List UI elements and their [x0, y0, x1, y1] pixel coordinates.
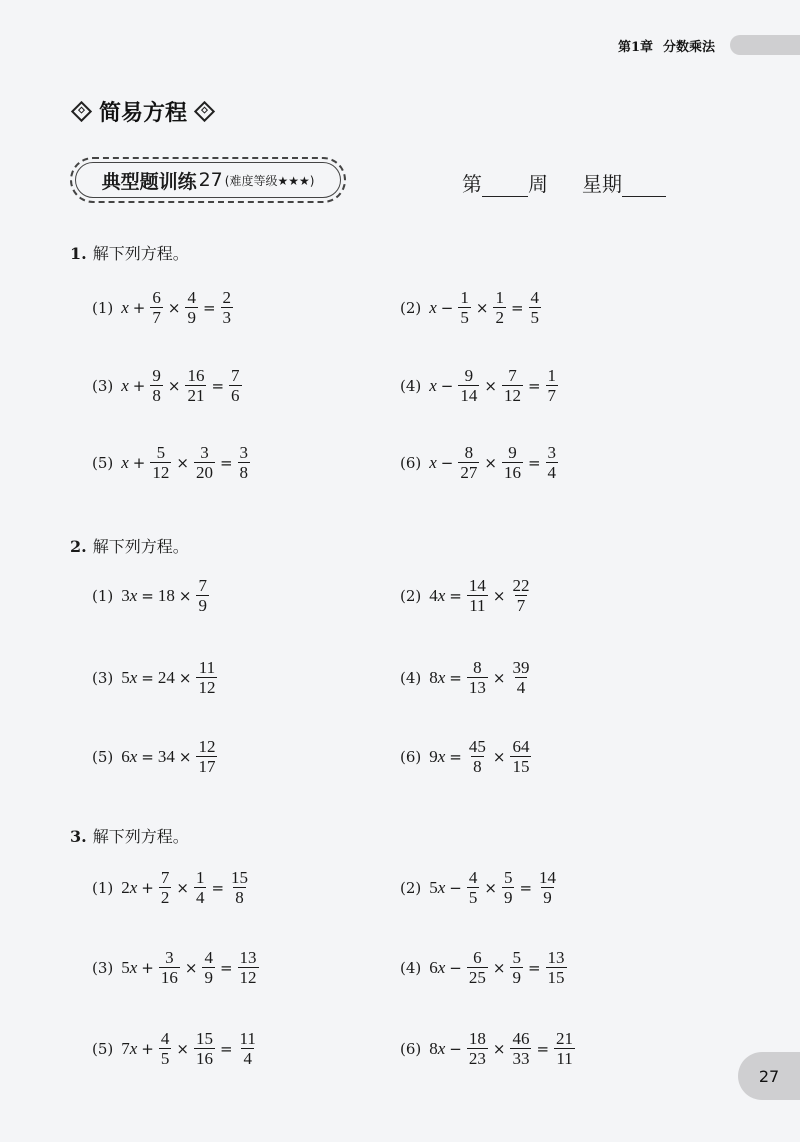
equation: [400, 288, 542, 327]
fraction-numerator: 15: [195, 1029, 213, 1048]
fraction: [159, 868, 172, 907]
fraction: [196, 658, 217, 697]
fraction: [194, 443, 215, 482]
fraction-denominator: 20: [195, 463, 213, 482]
fraction-denominator: 7: [152, 308, 161, 327]
coefficient: 6: [429, 957, 438, 977]
fraction-numerator: 7: [198, 576, 207, 595]
variable-x: x: [437, 1038, 446, 1058]
weekday-blank[interactable]: [622, 174, 666, 197]
fraction: [150, 288, 163, 327]
minus-sign: −: [440, 376, 454, 395]
variable-x: x: [437, 667, 446, 687]
coefficient: 4: [429, 585, 438, 605]
week-fill-in: [462, 168, 666, 197]
fraction-denominator: 12: [239, 968, 257, 987]
fraction-numerator: 4: [160, 1029, 170, 1048]
fraction-denominator: 12: [152, 463, 170, 482]
chapter-label: 第1章: [618, 39, 654, 55]
equation: [400, 576, 532, 615]
equals-sign: =: [527, 376, 541, 395]
fraction-numerator: 1: [460, 288, 469, 307]
whole-number: 24: [157, 667, 175, 687]
fraction: [221, 288, 234, 327]
fraction-denominator: 11: [556, 1049, 573, 1068]
minus-sign: −: [449, 958, 462, 977]
training-label: 典型题训练: [101, 170, 197, 193]
fraction-numerator: 46: [512, 1029, 530, 1048]
equals-sign: =: [141, 668, 154, 687]
plus-sign: +: [132, 453, 146, 472]
equals-sign: =: [527, 958, 541, 977]
fraction-denominator: 7: [516, 596, 526, 615]
minus-sign: −: [449, 1039, 462, 1058]
equals-sign: =: [527, 453, 541, 472]
variable-x: x: [121, 452, 129, 472]
fraction: [458, 443, 479, 482]
fraction: [196, 737, 217, 776]
fraction-denominator: 14: [460, 386, 478, 405]
fraction: [546, 948, 567, 987]
equation: [400, 658, 532, 697]
equation-label: (5): [92, 1039, 114, 1058]
equals-sign: =: [449, 586, 462, 605]
equation: [400, 1029, 576, 1068]
fraction: [546, 443, 559, 482]
variable-x: x: [437, 585, 446, 605]
fraction: [467, 868, 480, 907]
coefficient: 8: [429, 1038, 438, 1058]
fraction-denominator: 16: [160, 968, 178, 987]
fraction-denominator: 5: [468, 888, 478, 907]
fraction-numerator: 4: [530, 288, 540, 307]
difficulty-label: (难度等级★★★): [224, 173, 315, 188]
fraction-numerator: 5: [156, 443, 166, 462]
fraction-numerator: 7: [160, 868, 170, 887]
fraction-numerator: 8: [464, 443, 474, 462]
equation-label: (4): [400, 668, 422, 687]
equals-sign: =: [141, 586, 154, 605]
times-sign: ×: [492, 586, 506, 605]
equation: [400, 443, 559, 482]
fraction-denominator: 9: [503, 888, 513, 907]
variable-x: x: [429, 297, 437, 317]
fraction: [229, 366, 242, 405]
fraction-numerator: 16: [187, 366, 205, 385]
week-number-blank[interactable]: [482, 174, 528, 197]
fraction: [510, 658, 531, 697]
question-heading: [70, 241, 189, 264]
fraction-denominator: 33: [512, 1049, 530, 1068]
fraction-numerator: 13: [239, 948, 257, 967]
equation: [92, 443, 251, 482]
diamond-icon: [71, 101, 92, 122]
fraction: [467, 737, 488, 776]
fraction-numerator: 9: [152, 366, 161, 385]
equals-sign: =: [211, 376, 225, 395]
fraction: [510, 1029, 531, 1068]
fraction-denominator: 5: [160, 1049, 170, 1068]
fraction: [493, 288, 506, 327]
times-sign: ×: [178, 586, 192, 605]
variable-x: x: [129, 585, 138, 605]
plus-sign: +: [141, 958, 154, 977]
times-sign: ×: [176, 453, 189, 472]
variable-x: x: [129, 746, 138, 766]
question-instruction: 解下列方程。: [92, 244, 189, 263]
equation-label: (3): [92, 958, 114, 977]
fraction: [185, 366, 206, 405]
equation: [92, 1029, 259, 1068]
question-instruction: 解下列方程。: [92, 537, 189, 556]
coefficient: 5: [121, 957, 130, 977]
week-suffix: 周: [528, 172, 548, 196]
question-heading: [70, 534, 189, 557]
variable-x: x: [429, 375, 437, 395]
fraction-numerator: 3: [547, 443, 557, 462]
equals-sign: =: [449, 668, 462, 687]
fraction-denominator: 4: [516, 678, 526, 697]
fraction: [196, 576, 209, 615]
times-sign: ×: [492, 747, 506, 766]
fraction-numerator: 4: [187, 288, 196, 307]
fraction-denominator: 27: [460, 463, 478, 482]
fraction-denominator: 13: [468, 678, 486, 697]
fraction-denominator: 12: [198, 678, 216, 697]
equals-sign: =: [202, 298, 216, 317]
equation: [92, 868, 251, 907]
question-number: 2.: [70, 537, 87, 556]
fraction-denominator: 5: [530, 308, 540, 327]
fraction-denominator: 16: [503, 463, 521, 482]
fraction-denominator: 9: [198, 596, 207, 615]
variable-x: x: [121, 297, 129, 317]
fraction-numerator: 4: [468, 868, 478, 887]
fraction-denominator: 8: [473, 757, 482, 776]
fraction-numerator: 4: [204, 948, 213, 967]
fraction-denominator: 11: [469, 596, 486, 615]
fraction-denominator: 4: [195, 888, 205, 907]
fraction-numerator: 11: [239, 1029, 256, 1048]
fraction-denominator: 9: [512, 968, 521, 987]
variable-x: x: [129, 877, 138, 897]
coefficient: 5: [121, 667, 130, 687]
variable-x: x: [129, 667, 138, 687]
variable-x: x: [437, 746, 446, 766]
times-sign: ×: [167, 298, 181, 317]
fraction: [502, 366, 523, 405]
fraction-denominator: 23: [468, 1049, 486, 1068]
fraction-denominator: 2: [495, 308, 504, 327]
fraction-numerator: 3: [200, 443, 209, 462]
page-number-text: 27: [758, 1066, 780, 1086]
fraction: [194, 868, 207, 907]
fraction: [529, 288, 542, 327]
equation-label: (6): [400, 1039, 422, 1058]
fraction: [185, 288, 198, 327]
chapter-header: [618, 36, 715, 55]
equals-sign: =: [519, 878, 533, 897]
equation-label: (6): [400, 453, 422, 472]
times-sign: ×: [492, 668, 506, 687]
times-sign: ×: [492, 958, 506, 977]
fraction: [194, 1029, 215, 1068]
coefficient: 3: [121, 585, 130, 605]
equation: [92, 737, 218, 776]
whole-number: 18: [157, 585, 175, 605]
fraction-denominator: 6: [231, 386, 240, 405]
fraction-numerator: 1: [195, 868, 205, 887]
equation-label: (2): [400, 878, 422, 897]
fraction-numerator: 39: [512, 658, 530, 677]
equation-label: (1): [92, 586, 114, 605]
equals-sign: =: [510, 298, 524, 317]
equation-label: (5): [92, 453, 114, 472]
fraction-numerator: 14: [468, 576, 486, 595]
fraction-numerator: 22: [512, 576, 530, 595]
fraction-numerator: 9: [508, 443, 517, 462]
times-sign: ×: [475, 298, 489, 317]
fraction-denominator: 9: [543, 888, 552, 907]
minus-sign: −: [440, 453, 454, 472]
fraction: [502, 868, 515, 907]
question-number: 3.: [70, 827, 87, 846]
fraction-denominator: 9: [204, 968, 213, 987]
header-tab-decoration: [730, 35, 800, 55]
fraction: [537, 868, 558, 907]
times-sign: ×: [176, 878, 189, 897]
fraction-denominator: 8: [152, 386, 161, 405]
fraction-numerator: 64: [512, 737, 530, 756]
times-sign: ×: [492, 1039, 506, 1058]
fraction-numerator: 15: [231, 868, 249, 887]
section-title: [70, 96, 216, 127]
page-number: [738, 1052, 800, 1100]
question-instruction: 解下列方程。: [92, 827, 189, 846]
times-sign: ×: [167, 376, 181, 395]
equation-label: (4): [400, 958, 422, 977]
plus-sign: +: [141, 878, 154, 897]
diamond-icon: [194, 101, 215, 122]
fraction-denominator: 8: [239, 463, 249, 482]
times-sign: ×: [184, 958, 198, 977]
fraction: [510, 576, 531, 615]
equals-sign: =: [219, 453, 233, 472]
equation-label: (2): [400, 586, 422, 605]
equation: [400, 366, 559, 405]
topic-label: 分数乘法: [663, 39, 716, 55]
fraction: [554, 1029, 575, 1068]
fraction-numerator: 1: [495, 288, 504, 307]
fraction-numerator: 6: [152, 288, 161, 307]
coefficient: 7: [121, 1038, 130, 1058]
fraction-numerator: 14: [539, 868, 557, 887]
fraction: [229, 868, 250, 907]
equals-sign: =: [449, 747, 462, 766]
fraction-numerator: 5: [503, 868, 513, 887]
equation-label: (6): [400, 747, 422, 766]
equals-sign: =: [536, 1039, 550, 1058]
fraction-numerator: 3: [239, 443, 249, 462]
fraction: [458, 288, 471, 327]
fraction: [510, 737, 531, 776]
times-sign: ×: [484, 376, 497, 395]
training-number: 27: [198, 169, 223, 191]
equation-label: (3): [92, 376, 114, 395]
fraction-denominator: 17: [198, 757, 216, 776]
fraction-denominator: 12: [503, 386, 521, 405]
section-title-text: 简易方程: [99, 101, 188, 126]
fraction-denominator: 15: [547, 968, 565, 987]
equation: [92, 288, 234, 327]
question-heading: [70, 824, 189, 847]
equation: [92, 576, 210, 615]
question-number: 1.: [70, 244, 87, 263]
fraction-numerator: 6: [473, 948, 482, 967]
fraction-numerator: 2: [222, 288, 232, 307]
week-prefix: 第: [462, 172, 482, 196]
equation: [92, 366, 243, 405]
fraction: [510, 948, 523, 987]
fraction-denominator: 4: [243, 1049, 252, 1068]
fraction: [159, 948, 180, 987]
equation: [400, 948, 568, 987]
fraction-denominator: 9: [187, 308, 196, 327]
fraction-numerator: 7: [508, 366, 517, 385]
equation: [400, 868, 559, 907]
times-sign: ×: [178, 668, 192, 687]
variable-x: x: [121, 375, 129, 395]
fraction-numerator: 9: [464, 366, 474, 385]
coefficient: 2: [121, 877, 130, 897]
fraction-denominator: 16: [195, 1049, 213, 1068]
fraction-denominator: 2: [160, 888, 170, 907]
page-header: [618, 32, 800, 58]
variable-x: x: [129, 957, 138, 977]
fraction: [150, 443, 171, 482]
fraction-denominator: 25: [468, 968, 486, 987]
fraction: [150, 366, 163, 405]
equals-sign: =: [219, 1039, 233, 1058]
coefficient: 8: [429, 667, 438, 687]
fraction-numerator: 5: [512, 948, 521, 967]
training-label-box: [70, 157, 346, 203]
plus-sign: +: [132, 376, 146, 395]
weekday-label: 星期: [582, 172, 622, 196]
times-sign: ×: [484, 453, 497, 472]
fraction-numerator: 18: [468, 1029, 486, 1048]
plus-sign: +: [132, 298, 146, 317]
fraction-numerator: 7: [231, 366, 240, 385]
times-sign: ×: [178, 747, 192, 766]
variable-x: x: [437, 957, 446, 977]
equation-label: (1): [92, 878, 114, 897]
fraction: [546, 366, 559, 405]
variable-x: x: [429, 452, 437, 472]
fraction: [202, 948, 215, 987]
fraction: [238, 1029, 258, 1068]
variable-x: x: [437, 877, 446, 897]
equation: [92, 948, 260, 987]
equation: [400, 737, 532, 776]
fraction-numerator: 3: [165, 948, 174, 967]
fraction-denominator: 5: [460, 308, 469, 327]
equals-sign: =: [211, 878, 225, 897]
fraction-denominator: 4: [547, 463, 557, 482]
coefficient: 6: [121, 746, 130, 766]
fraction: [467, 1029, 488, 1068]
fraction-denominator: 3: [222, 308, 232, 327]
equation: [92, 658, 218, 697]
fraction: [467, 576, 488, 615]
fraction: [238, 443, 251, 482]
fraction: [159, 1029, 172, 1068]
coefficient: 9: [429, 746, 438, 766]
fraction-numerator: 45: [468, 737, 486, 756]
coefficient: 5: [429, 877, 438, 897]
fraction-denominator: 8: [235, 888, 244, 907]
equation-label: (3): [92, 668, 114, 687]
fraction-denominator: 7: [547, 386, 557, 405]
fraction-numerator: 12: [198, 737, 216, 756]
fraction-denominator: 15: [512, 757, 530, 776]
whole-number: 34: [157, 746, 175, 766]
fraction: [458, 366, 479, 405]
minus-sign: −: [440, 298, 454, 317]
equation-label: (5): [92, 747, 114, 766]
fraction: [467, 948, 488, 987]
equation-label: (4): [400, 376, 422, 395]
fraction-numerator: 13: [547, 948, 565, 967]
fraction-numerator: 11: [198, 658, 216, 677]
equation-label: (1): [92, 298, 114, 317]
equals-sign: =: [219, 958, 233, 977]
equals-sign: =: [141, 747, 154, 766]
fraction-numerator: 21: [556, 1029, 574, 1048]
plus-sign: +: [141, 1039, 154, 1058]
minus-sign: −: [449, 878, 462, 897]
equation-label: (2): [400, 298, 422, 317]
fraction: [238, 948, 259, 987]
fraction: [467, 658, 488, 697]
times-sign: ×: [176, 1039, 189, 1058]
fraction-denominator: 21: [187, 386, 205, 405]
variable-x: x: [129, 1038, 138, 1058]
times-sign: ×: [484, 878, 497, 897]
fraction: [502, 443, 523, 482]
fraction-numerator: 8: [473, 658, 482, 677]
fraction-numerator: 1: [547, 366, 557, 385]
